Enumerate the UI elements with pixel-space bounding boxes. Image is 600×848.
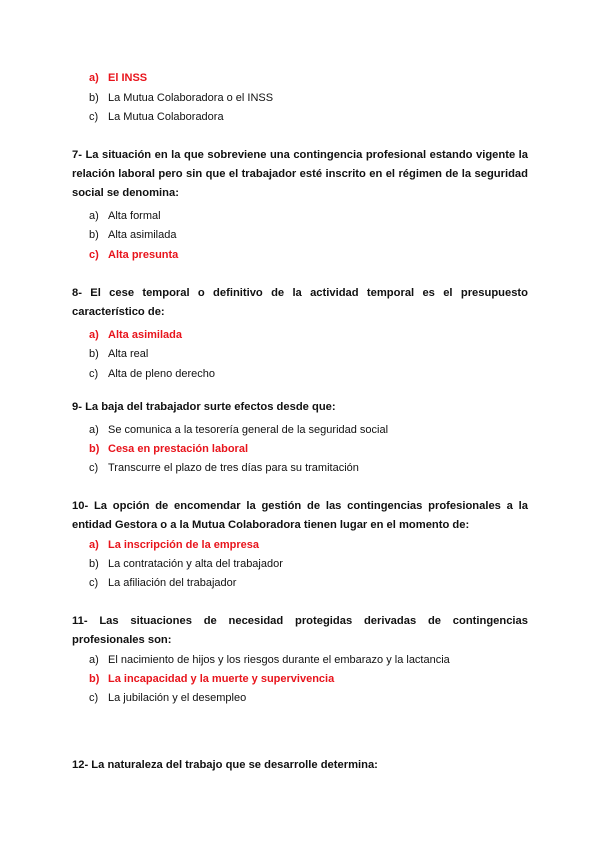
q6-option-c: c) La Mutua Colaboradora <box>89 111 224 123</box>
q7-option-a: a) Alta formal <box>89 210 161 222</box>
q10-option-c: c) La afiliación del trabajador <box>89 577 237 589</box>
q9-option-b: b) Cesa en prestación laboral <box>89 443 248 455</box>
q7-option-c: c) Alta presunta <box>89 249 179 261</box>
q11-option-a: a) El nacimiento de hijos y los riesgos durante el embarazo y la lactancia <box>89 654 450 666</box>
q9-option-c: c) Transcurre el plazo de tres días para su tramitación <box>89 462 359 474</box>
q8-text: 8- El cese temporal o definitivo de la actividad temporal es el presupuesto característico de: <box>72 287 528 318</box>
q11-text: 11- Las situaciones de necesidad protegidas derivadas de contingencias profesionales son: <box>72 615 528 646</box>
q11-option-c: c) La jubilación y el desempleo <box>89 692 247 704</box>
q10-option-b: b) La contratación y alta del trabajador <box>89 558 283 570</box>
q8-option-b: b) Alta real <box>89 348 149 360</box>
q10-text: 10- La opción de encomendar la gestión de las contingencias profesionales a la entidad Gestora o a la Mutua Colaboradora tienen lugar en el momento de: <box>72 500 528 531</box>
q9-text: 9- La baja del trabajador surte efectos desde que: <box>72 401 336 413</box>
q6-option-a: a) El INSS <box>89 72 148 84</box>
q6-option-b: b) La Mutua Colaboradora o el INSS <box>89 92 274 104</box>
q7-text: 7- La situación en la que sobreviene una contingencia profesional estando vigente la relación laboral pero sin que el trabajador esté inscrito en el régimen de la seguridad social se denomina: <box>72 149 529 199</box>
q12-text: 12- La naturaleza del trabajo que se desarrolle determina: <box>72 759 378 771</box>
q8-option-c: c) Alta de pleno derecho <box>89 368 216 380</box>
q9-option-a: a) Se comunica a la tesorería general de la seguridad social <box>89 424 389 436</box>
q7-option-b: b) Alta asimilada <box>89 229 177 241</box>
q8-option-a: a) Alta asimilada <box>89 329 182 341</box>
q10-option-a: a) La inscripción de la empresa <box>89 539 260 551</box>
q11-option-b: b) La incapacidad y la muerte y supervivencia <box>89 673 335 685</box>
